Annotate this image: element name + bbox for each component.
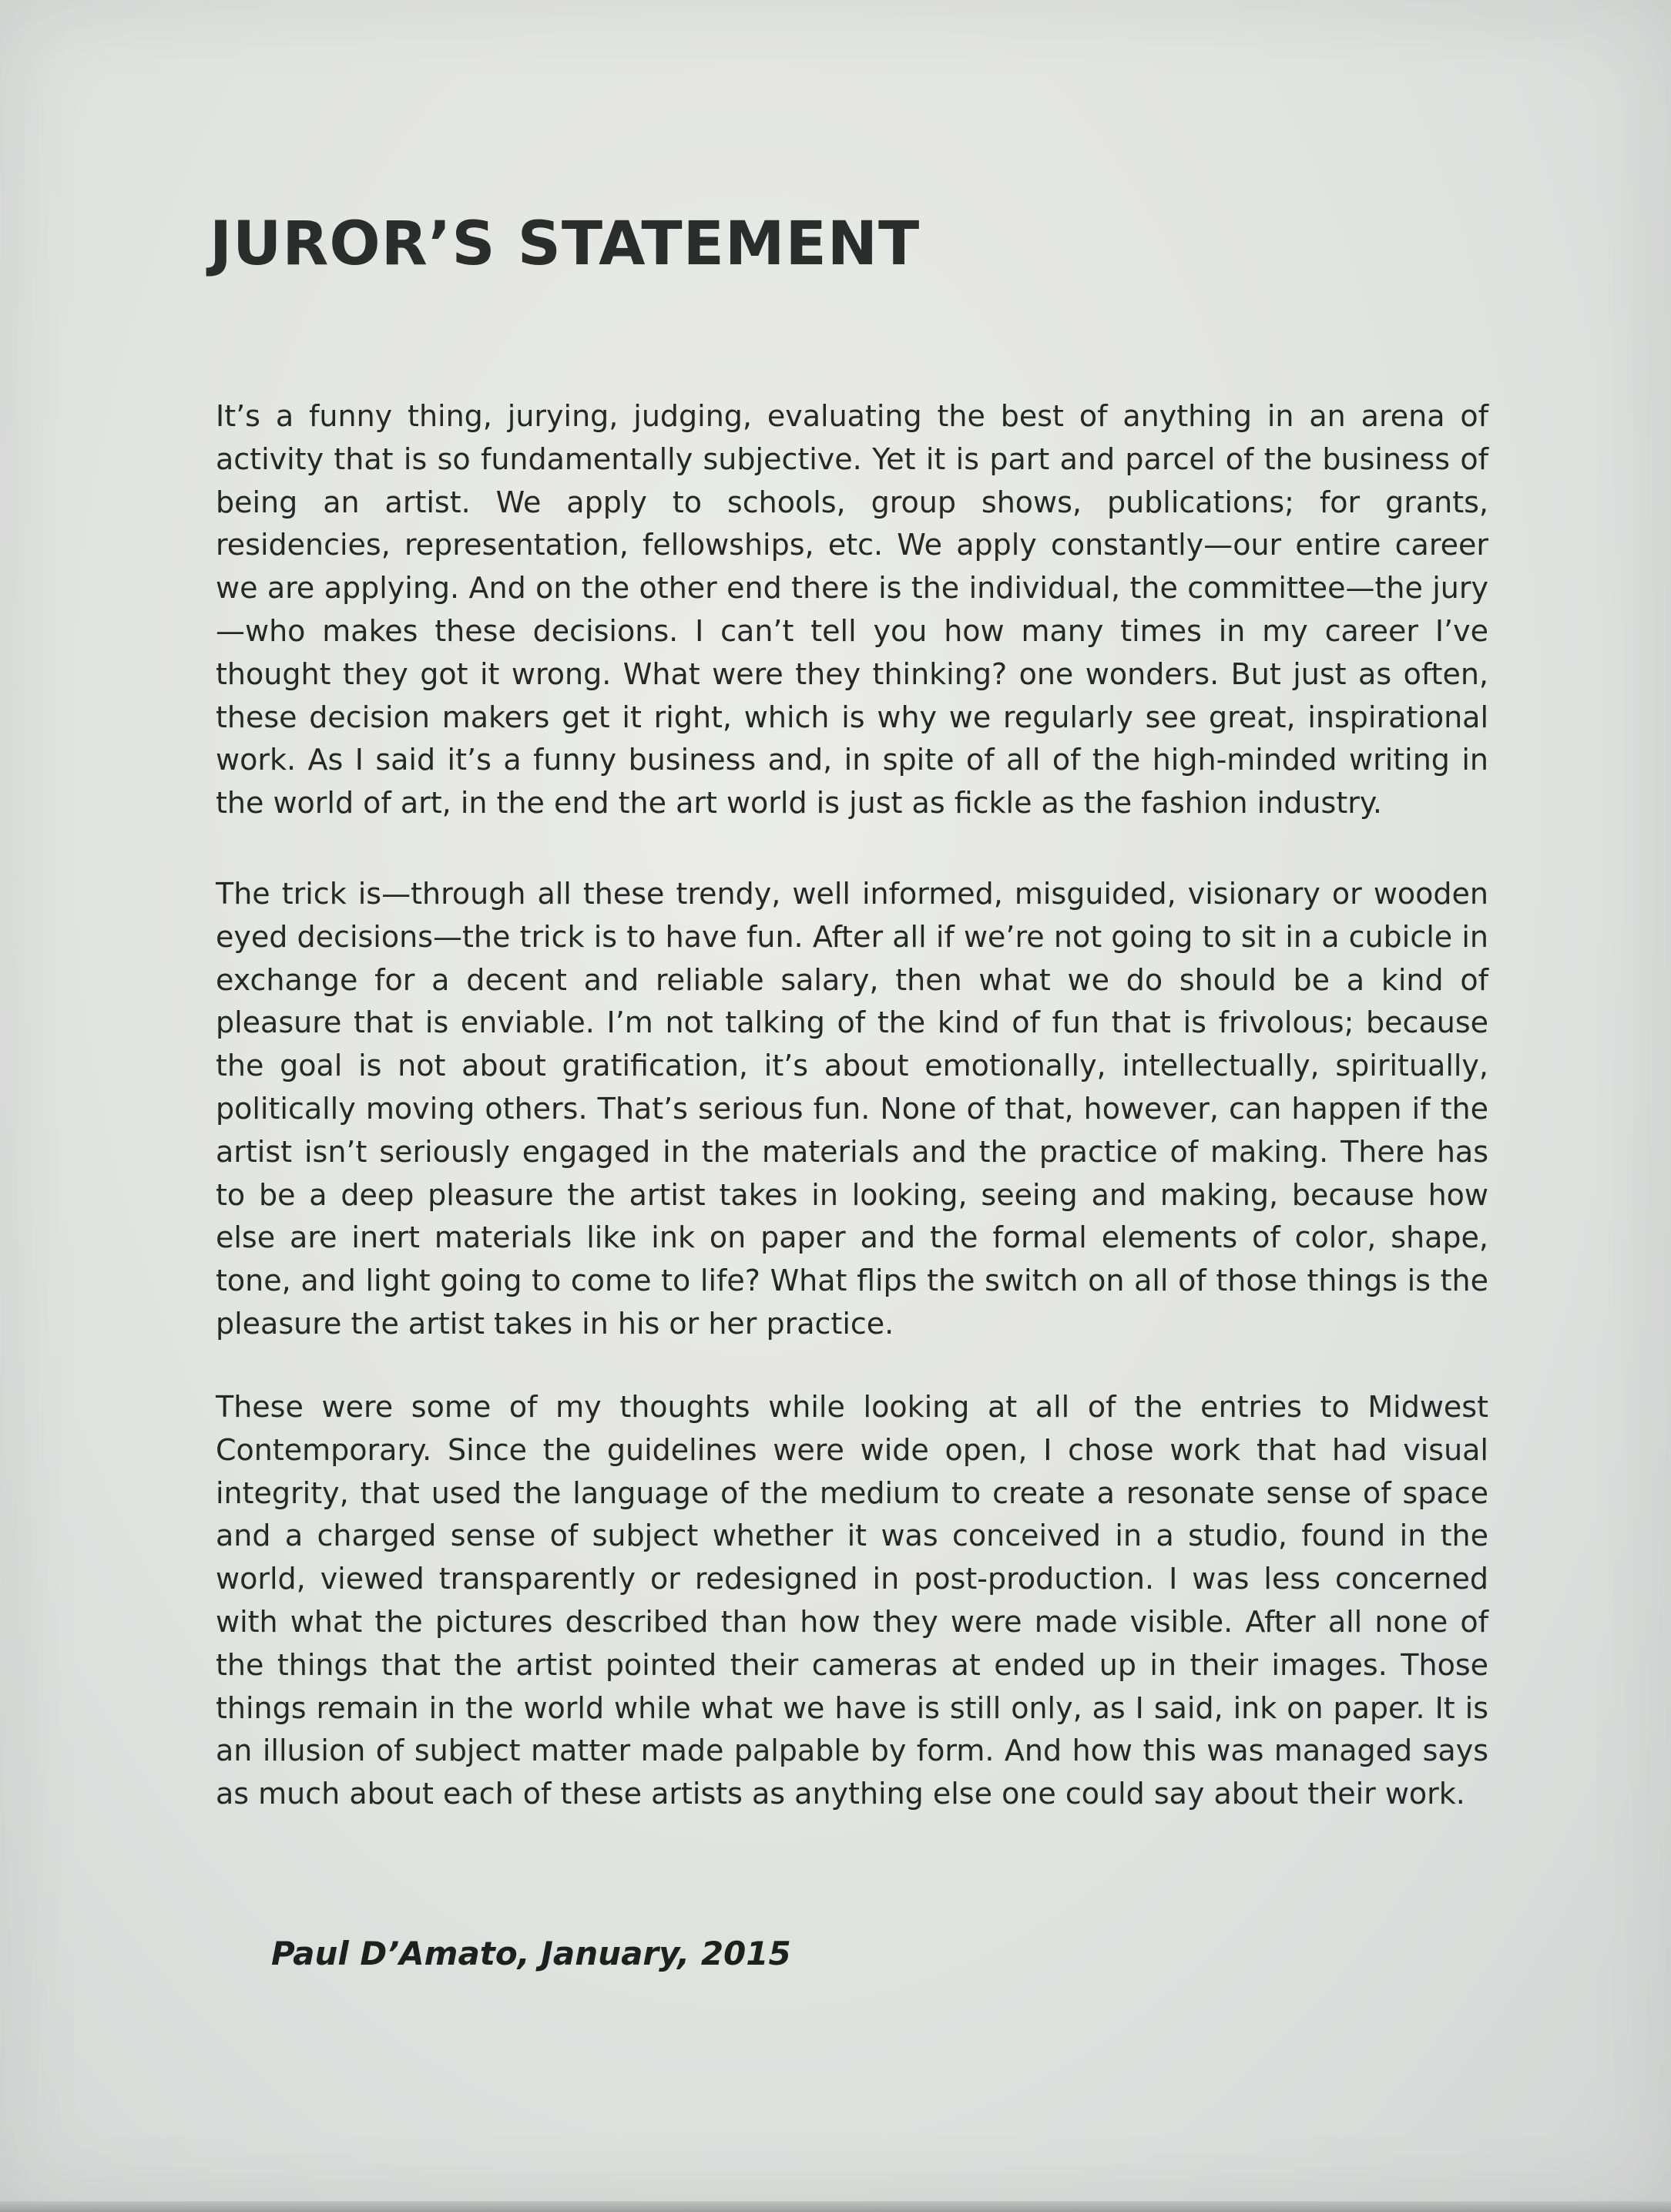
statement-paragraph-3: These were some of my thoughts while looking at all of the entries to Midwest Contemporary. Since the guidelines were wide open, I chose work that had visual integrity, that used the language of the medium to create a resonate sense of space and a charged sense of subject whether it was conceived in a studio, found in the world, viewed transparently or redesigned in post-production. I was less concerned with what the pictures described than how they were made visible. After all none of the things that the artist pointed their cameras at ended up in their images. Those things remain in the world while what we have is still only, as I said, ink on paper. It is an illusion of subject matter made palpable by form. And how this was managed says as much about each of these artists as anything else one could say about their work. [216,1390,1488,1811]
page-title: JUROR’S STATEMENT [210,210,921,279]
statement-paragraph-2: The trick is—through all these trendy, well informed, misguided, visionary or wooden eyed decisions—the trick is to have fun. After all if we’re not going to sit in a cubicle in exchange for a decent and reliable salary, then what we do should be a kind of pleasure that is enviable. I’m not talking of the kind of fun that is frivolous; because the goal is not about gratification, it’s about emotionally, intellectually, spiritually, politically moving others. That’s serious fun. None of that, however, can happen if the artist isn’t seriously engaged in the materials and the practice of making. There has to be a deep pleasure the artist takes in looking, seeing and making, because how else are inert materials like ink on paper and the formal elements of color, shape, tone, and light going to come to life? What flips the switch on all of those things is the pleasure the artist takes in his or her practice. [216,877,1488,1341]
author-signature-line: Paul D’Amato, January, 2015 [271,1935,791,1972]
paper-bottom-edge [0,2201,1671,2212]
statement-paragraph-1: It’s a funny thing, jurying, judging, evaluating the best of anything in an arena of activity that is so fundamentally subjective. Yet it is part and parcel of the business of being an artist. We apply to schools, group shows, publications; for grants, residencies, representation, fellowships, etc. We apply constantly—our entire career we are applying. And on the other end there is the individual, the committee—the jury—who makes these decisions. I can’t tell you how many times in my career I’ve thought they got it wrong. What were they thinking? one wonders. But just as often, these decision makers get it right, which is why we regularly see great, inspirational work. As I said it’s a funny business and, in spite of all of the high-minded writing in the world of art, in the end the art world is just as fickle as the fashion industry. [216,399,1488,821]
